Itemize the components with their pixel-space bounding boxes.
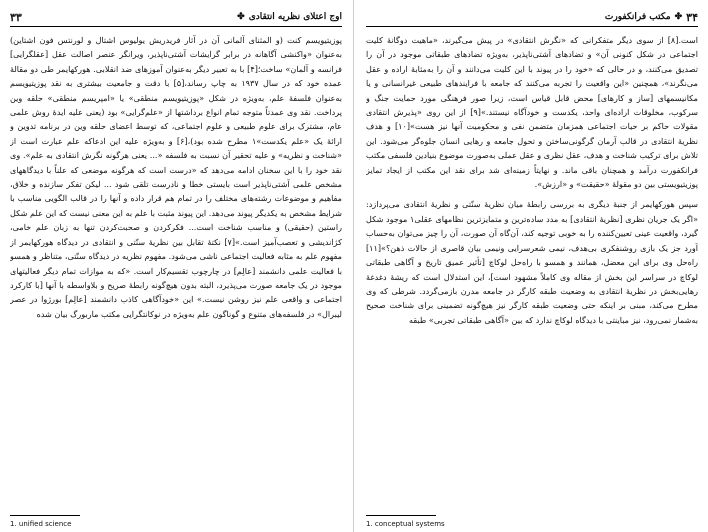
right-page-number: ۳۴ (686, 10, 698, 24)
right-footnote-rule (366, 515, 436, 516)
right-page (354, 0, 708, 532)
left-footnote-rule (10, 515, 80, 516)
right-body-text (366, 33, 698, 493)
right-paragraph-2: سپس هورکهایمر از جنبهٔ دیگری به بررسی رابطهٔ میان نظریهٔ سنّتی و نظریهٔ انتقادی می‌پردازد: «اگر یک جریان نظری [نظریهٔ انتقادی] به مدد ساده‌ترین و متمایزترین نظامهای عقلی۱ موجود شکل گیرد، واقعیت عینی تعیین‌کننده را به خوبی توجیه کند، آن‌گاه آن صورت، آن را چیز می‌توان به‌حساب آورد جز یک بازی روشنفکری بی‌هدف، نیمی شعرسرایی ونیمی بیان قاصری از حالات ذهن؟»[۱۱] راه‌حل وی برای این معضل، همانند و همسو با راه‌حل لوکاچ [تأثیر عمیق تاریخ و آگاهی طبقاتی لوکاچ در سراسر این بخش از مقاله وی کاملاً مشهود است]، این استدلال است که ریشهٔ دغدغهٔ رهایی‌بخش در نظریهٔ انتقادی به وضعیت طبقه کارگر در جامعه مدرن بازمی‌گردد. شرطی که وی مطرح می‌کند، مبنی بر اینکه حتی وضعیت طبقه کارگر نیز هیچ‌گونه تضمینی برای شناخت صحیح به‌شمار نمی‌رود، نیز مباینتی با دیدگاه لوکاچ ندارد که بین «آگاهی طبقاتی تجربی» طبقه (366, 199, 698, 325)
left-header-title-group (237, 12, 342, 22)
left-paragraph: پوزیتیویسم کنت (و المثنای آلمانی آن در آثار فریدریش یولیوس اشتال و لورنتس فون اشتاین) به‌عنوان «واکنشی آگاهانه در برابر گرایشات آشتی‌ناپذیر، ویرانگر عنصر اصالت عقل [عقلگرایی] فرانسه و آلمان» ساخت؛[۴] با به تعبیر دیگر به‌عنوان آموزهای ضد انقلابی. هورکهایمر طی دو مقالهٔ عمده خود که در سال ۱۹۳۷ به چاپ رساند،[۵] با دقت و جامعیت بیشتری به نقد پوزیتیویسم به‌عنوان فلسفهٔ علم، به‌ویژه در شکل «پوزیتیویسم منطقی» یا «امپریسم منطقی» حلقه وین پرداخت. نقد وی عمدتاً متوجه تمام انواع برداشتها از «علم‌گرایی» بود (یعنی علیه ایدهٔ روش علمی عام، مشترک برای علوم طبیعی و علوم اجتماعی، که توسط اعضای حلقه وین در برنامه تدوین و ارائهٔ یک «علم یکدست»۱ مطرح شده بود)،[۶] و به‌ویژه علیه این ادعاکه علم عبارت است از «شناخت و نظریه» و علیه تحقیر آن نسبت به فلسفه «... یعنی هرگونه نگرش انتقادی به علم». وی نقد خود را با این سخنان ادامه می‌دهد که «درست است که هرگونه موضعی که علناً با دیدگاههای مشخص علمی آشتی‌ناپذیر است بایستی خطا و نادرست تلقی شود ... لیکن تفکر سازنده و خلاق، مفاهیم و موضوعات رشته‌های مختلف را در تمام هم قرار داده و آنها را در قالب الگویی مناسب با شرایط مشخص به یکدیگر پیوند می‌دهد. این پیوند مثبت با علم به این معنی نیست که این علم شکل راستین (حقیقی) و مناسب شناخت است... فکرکردن و صحبت‌کردن تنها به زبان علم خامی، کژاندیشی و تعصب‌آمیز است.»[۷] نکتهٔ تقابل بین نظریهٔ سنّتی و انتقادی در دیدگاه هورکهایمر از مفهوم علم به مثابه فعالیت اجتماعی ناشی می‌شود. مفهوم نظریه در دیدگاه سنّتی، متناظر و همسو با فعالیت علمی دانشمند [عالِم] در چارچوب تقسیم‌کار است. «که به موازات تمام دیگر فعالیتهای موجود در یک جامعه صورت می‌پذیرد، البته بدون هیچ‌گونه رابطهٔ صریح و بلاواسطه با آنها [با کارکرد اجتماعی و واقعی علم نیز روشن نیست.» این «خودآگاهی کاذب دانشمند [عالِم] بورژوا در عصر لیبرال» در فلسفه‌های متنوع و گوناگون علم به‌ویژه در نوکانتگرایی مکتب ماربورگ بیان شده (10, 35, 342, 319)
ornament-star-icon: ✤ (674, 12, 683, 22)
left-body-text (10, 33, 342, 493)
right-running-title: مکتب فرانکفورت (604, 12, 671, 22)
left-running-title: اوج اعتلای نظریه انتقادی (248, 12, 342, 22)
right-footnote: 1. conceptual systems (366, 520, 445, 528)
left-page-header (10, 10, 342, 27)
right-header-title-group (605, 11, 698, 24)
left-page-number: ۳۳ (10, 10, 22, 24)
right-paragraph-1: است.[۸] از سوی دیگر متفکرانی که «نگرش انتقادی» در پیش می‌گیرند، «ماهیت دوگانهٔ کلیت اجتماعی در شکل کنونی آن» و تضادهای آشتی‌ناپذیر، به‌ویژه تضادهای طبقاتی موجود در آن را تصدیق می‌کنند، و در حالی که «خود را در پیوند با این کلیت می‌دانند و آن را به‌مثابهٔ اراده و عقل می‌نگرند»، همچنین «این واقعیت را تجربه می‌کنند که جامعه با فرایندهای طبیعی غیرانسانی و یا مکانیسمهای [ساز و کارهای] محض قابل قیاس است، زیرا صور فرهنگی مورد حمایت جنگ و سرکوب، مخلوقات اراده‌ای واحد، یکدست و خودآگاه نیستند.»[۹] از این روی «پذیرش انتقادی مقولات حاکم بر حیات اجتماعی همزمان متضمن نفی و محکومیت آنها نیز هست»[۱۰] و هدف نظریهٔ انتقادی در قالب آرمان گرگونی‌ساختن و تحول جامعه و رهایی انسان جلوه‌گر می‌شود. این تلاش برای ترکیب شناخت و هدف، عقل نظری و عقل عملی به‌صورت موضوع بنیادین فلسفی مکتب فرانکفورت درآمد و همچنان باقی ماند. و نهایتاً زمینه‌ای شد برای نقد این مکتب از ایجاد تمایز پوزیتیویستی بین دو مقولهٔ «حقیقت» و «ارزش». (366, 35, 698, 190)
ornament-star-icon: ✤ (237, 12, 245, 22)
left-footnote: 1. unified science (10, 520, 72, 528)
right-page-header (366, 10, 698, 27)
